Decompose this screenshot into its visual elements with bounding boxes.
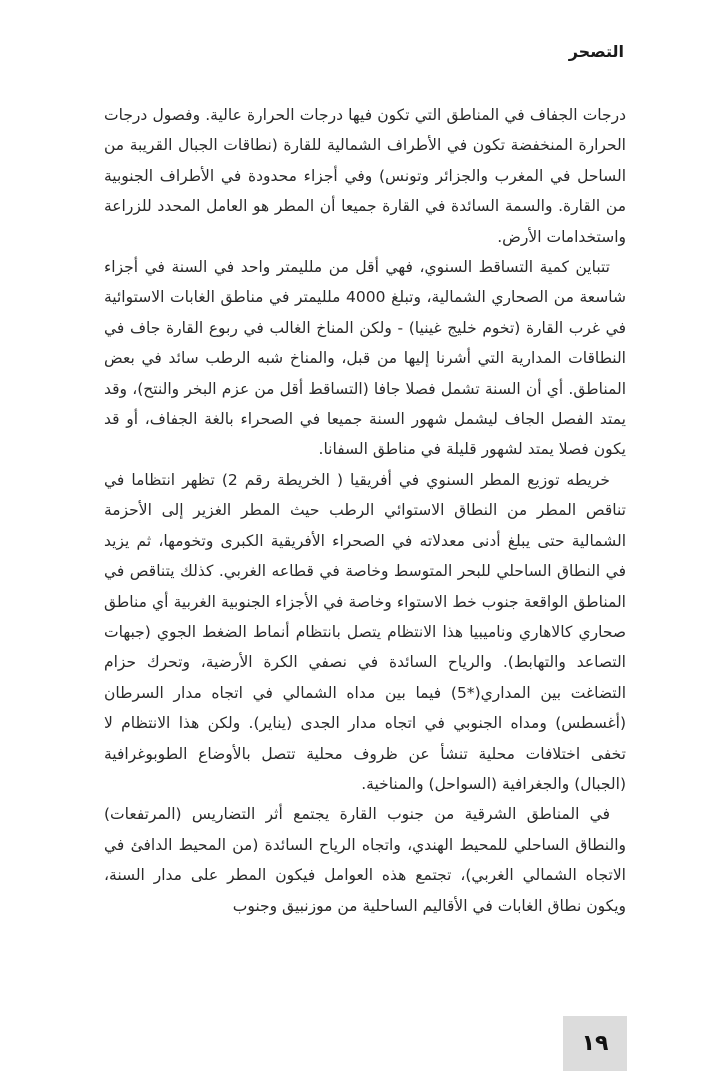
paragraph-1: درجات الجفاف في المناطق التي تكون فيها درجات الحرارة عالية. وفصول درجات الحرارة المنخفضة تكون في الأطراف الشمالية للقارة (نطاقات الجبال القريبة من الساحل في المغرب والجزائر وتونس) وفي أجزاء محدودة في الأطراف الجنوبية من القارة. والسمة السائدة في القارة جميعا أن المطر هو العامل المحدد للزراعة واستخدامات الأرض. — [104, 106, 626, 246]
page-number: ١٩ — [563, 1016, 627, 1071]
running-header: التصحر — [568, 42, 624, 61]
body-text — [104, 100, 626, 921]
paragraph-2: تتباين كمية التساقط السنوي، فهي أقل من ملليمتر واحد في السنة في أجزاء شاسعة من الصحاري الشمالية، وتبلغ 4000 ملليمتر في مناطق الغابات الاستوائية في غرب القارة (تخوم خليج غينيا) - ولكن المناخ الغالب في ربوع القارة جاف في النطاقات المدارية التي أشرنا إليها من قبل، والمناخ شبه الرطب سائد في بعض المناطق. أي أن السنة تشمل فصلا جافا (التساقط أقل من عزم البخر والنتح)، وقد يمتد الفصل الجاف ليشمل شهور السنة جميعا في الصحراء بالغة الجفاف، أو قد يكون فصلا يمتد لشهور قليلة في مناطق السفانا. — [104, 258, 626, 459]
paragraph-3: خريطه توزيع المطر السنوي في أفريقيا ( الخريطة رقم 2) تظهر انتظاما في تناقص المطر من النطاق الاستوائي الرطب حيث المطر الغزير إلى الأحزمة الشمالية حتى يبلغ أدنى معدلاته في الصحراء الأفريقية الكبرى وتخومها، ثم يزيد في النطاق الساحلي للبحر المتوسط وخاصة في قطاعه الغربي. كذلك يتناقص في المناطق الواقعة جنوب خط الاستواء وخاصة في الأجزاء الجنوبية الغربية أي مناطق صحاري كالاهاري وناميبيا هذا الانتظام يتصل بانتظام أنماط الضغط الجوي (جبهات التصاعد والتهابط). والرياح السائدة في نصفي الكرة الأرضية، وتحرك حزام التضاغت بين المداري(*5) فيما بين مداه الشمالي في اتجاه مدار السرطان (أغسطس) ومداه الجنوبي في اتجاه مدار الجدى (يناير). ولكن هذا الانتظام لا تخفى اختلافات محلية تنشأ عن ظروف محلية تتصل بالأوضاع الطوبوغرافية (الجبال) والجغرافية (السواحل) والمناخية. — [104, 470, 626, 793]
paragraph-4: في المناطق الشرقية من جنوب القارة يجتمع أثر التضاريس (المرتفعات) والنطاق الساحلي للمحيط الهندي، واتجاه الرياح السائدة (من المحيط الدافئ في الاتجاه الشمالي الغربي)، تجتمع هذه العوامل فيكون المطر على مدار السنة، ويكون نطاق الغابات في الأقاليم الساحلية من موزنبيق وجنوب — [104, 805, 626, 915]
